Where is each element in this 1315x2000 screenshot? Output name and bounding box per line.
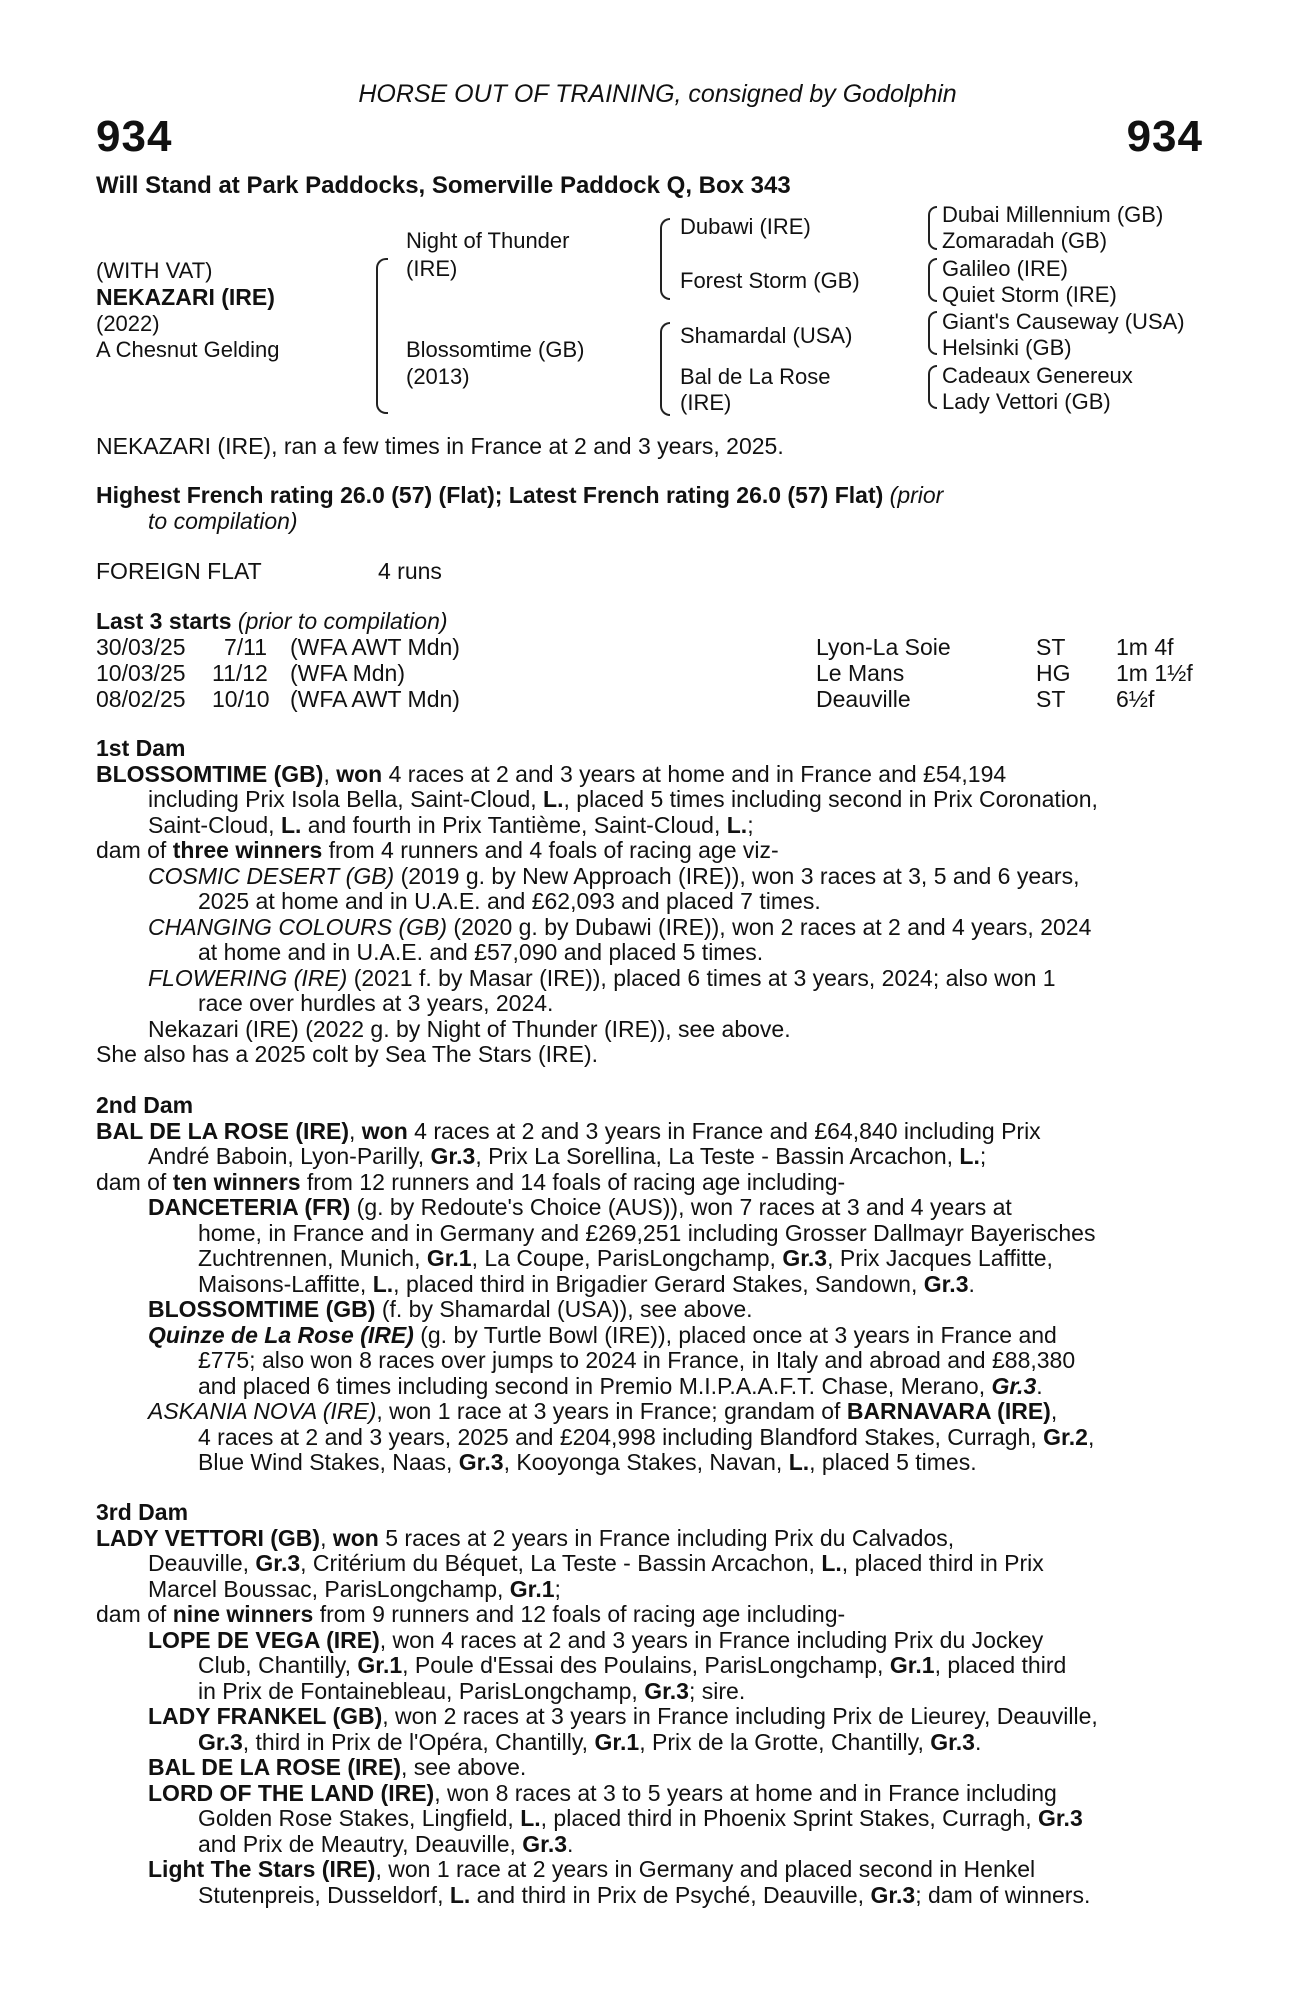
start-row-course: Le Mans [816, 660, 905, 686]
text-segment: . [968, 1270, 975, 1297]
text-segment: , placed third in Prix [841, 1550, 1044, 1576]
start-row-distance: 1m 4f [1116, 634, 1174, 660]
produce-line: race over hurdles at 3 years, 2024. [198, 990, 554, 1016]
start-row-date: 30/03/25 [96, 634, 186, 660]
produce-line [96, 1323, 1202, 1349]
grade-label: Gr.3 [430, 1143, 476, 1169]
start-row-pos: 11/12 [212, 660, 268, 686]
sire-origin: (IRE) [406, 256, 458, 281]
text-segment: dam of [96, 1601, 173, 1627]
text-segment: , placed 5 times. [809, 1449, 977, 1475]
grade-label: L. [449, 1881, 471, 1908]
text-segment: 4 races at 2 and 3 years in France and £64,840 including Prix [407, 1117, 1041, 1144]
produce-name: Light The Stars (IRE) [148, 1856, 376, 1882]
produce-name: LOPE DE VEGA (IRE) [148, 1626, 380, 1653]
grade-label: L. [372, 1270, 394, 1297]
grade-label: L. [726, 811, 748, 838]
start-row-course: Deauville [816, 686, 911, 712]
text-segment: ; [554, 1575, 561, 1602]
grade-label: Gr.1 [889, 1652, 935, 1678]
dam-dam: Bal de La Rose [680, 364, 831, 389]
first-dam-section [96, 736, 1202, 1068]
text-segment: (g. by Redoute's Choice (AUS)), won 7 races at 3 and 4 years at [350, 1194, 1012, 1220]
grade-label: Gr.1 [357, 1652, 403, 1678]
grade-label: Gr.3 [991, 1372, 1037, 1399]
produce-line [96, 1679, 1202, 1705]
produce-line: at home and in U.A.E. and £57,090 and placed 5 times. [198, 939, 764, 965]
stand-location: Will Stand at Park Paddocks, Somerville Paddock Q, Box 343 [96, 172, 791, 199]
produce-line [96, 915, 1202, 941]
text-segment: , won 4 races at 2 and 3 years in France including Prix du Jockey [379, 1626, 1044, 1653]
second-dam-line [96, 1144, 1202, 1170]
grade-label: L. [821, 1550, 842, 1576]
start-row-pos: 7/11 [224, 634, 268, 660]
produce-name: Quinze de La Rose (IRE) [148, 1321, 414, 1348]
last-starts-title: Last 3 starts [96, 608, 232, 634]
rating-line [96, 482, 943, 508]
sire-sire: Dubawi (IRE) [680, 214, 811, 239]
text-segment: and placed 6 times including second in Premio M.I.P.A.A.F.T. Chase, Merano, [198, 1372, 992, 1399]
page-header: HORSE OUT OF TRAINING, consigned by Godolphin [358, 80, 957, 108]
third-dam-name: LADY VETTORI (GB) [96, 1524, 321, 1551]
produce-name: COSMIC DESERT (GB) [148, 862, 395, 889]
produce-line [96, 1450, 1202, 1476]
grade-label: Gr.3 [644, 1677, 689, 1704]
sire-dam: Forest Storm (GB) [680, 268, 860, 293]
text-segment: , won 2 races at 3 years in France including Prix de Lieurey, Deauville, [382, 1703, 1098, 1729]
start-row-going: HG [1036, 660, 1071, 686]
produce-line [96, 1374, 1202, 1400]
text-segment: Blue Wind Stakes, Naas, [198, 1449, 459, 1475]
start-row-race: (WFA AWT Mdn) [290, 686, 460, 712]
pedigree-brace-ggp4 [928, 365, 937, 409]
grade-label: Gr.3 [782, 1245, 828, 1271]
produce-line [96, 1857, 1202, 1883]
ggp-8: Lady Vettori (GB) [942, 389, 1111, 414]
text-segment: ; [747, 811, 754, 838]
ggp-7: Cadeaux Genereux [942, 363, 1133, 388]
first-dam-heading: 1st Dam [96, 735, 186, 761]
text-segment: , see above. [401, 1754, 527, 1780]
text-segment: Maisons-Laffitte, [198, 1270, 373, 1297]
second-dam-name: BAL DE LA ROSE (IRE) [96, 1117, 350, 1144]
grade-label: Gr.3 [458, 1449, 504, 1475]
ggp-3: Galileo (IRE) [942, 256, 1068, 281]
ggp-5: Giant's Causeway (USA) [942, 309, 1185, 334]
produce-name: FLOWERING (IRE) [148, 964, 348, 991]
won-label: won [336, 760, 383, 787]
horse-name: NEKAZARI (IRE) [96, 284, 275, 310]
first-dam-line [96, 813, 1202, 839]
text-segment: Saint-Cloud, [148, 811, 281, 838]
text-segment: from 4 runners and 4 foals of racing age viz- [322, 837, 779, 863]
text-segment: , [323, 760, 337, 787]
grade-label: Gr.3 [198, 1728, 243, 1755]
winners-count: nine winners [172, 1601, 314, 1627]
produce-name: LORD OF THE LAND (IRE) [148, 1779, 435, 1806]
grandchild-name: BARNAVARA (IRE) [846, 1398, 1051, 1424]
start-row-going: ST [1036, 634, 1066, 660]
first-dam-line [96, 838, 1202, 864]
grade-label: Gr.2 [1043, 1423, 1088, 1450]
second-dam-line [96, 1119, 1202, 1145]
text-segment: Deauville, [148, 1550, 256, 1576]
lot-number-left: 934 [96, 112, 173, 161]
grade-label: Gr.3 [930, 1728, 975, 1755]
text-segment: and third in Prix de Psyché, Deauville, [470, 1881, 871, 1908]
third-dam-line [96, 1551, 1202, 1577]
third-dam-line [96, 1577, 1202, 1603]
text-segment: , won 1 race at 2 years in Germany and placed second in Henkel [375, 1856, 1036, 1882]
text-segment: from 12 runners and 14 foals of racing age including- [300, 1168, 846, 1195]
text-segment: (2021 f. by Masar (IRE)), placed 6 times at 3 years, 2024; also won 1 [347, 964, 1056, 991]
grade-label: L. [543, 786, 564, 812]
produce-line [96, 1755, 1202, 1781]
ggp-2: Zomaradah (GB) [942, 228, 1108, 253]
text-segment: Marcel Boussac, ParisLongchamp, [148, 1575, 510, 1602]
grade-label: L. [520, 1805, 541, 1831]
text-segment: in Prix de Fontainebleau, ParisLongchamp, [198, 1677, 645, 1704]
produce-line [96, 1704, 1202, 1730]
dam-dam-origin: (IRE) [680, 390, 732, 415]
text-segment: Stutenpreis, Dusseldorf, [198, 1881, 450, 1908]
text-segment: (g. by Turtle Bowl (IRE)), placed once at 3 years in France and [413, 1321, 1057, 1348]
text-segment: , Prix La Sorellina, La Teste - Bassin Arcachon, [475, 1143, 960, 1169]
text-segment: , [349, 1117, 362, 1144]
produce-line [96, 1272, 1202, 1298]
text-segment: , placed third [934, 1652, 1067, 1678]
text-segment: , placed third in Phoenix Sprint Stakes, Curragh, [540, 1805, 1038, 1831]
grade-label: Gr.1 [426, 1245, 472, 1271]
produce-line [96, 1832, 1202, 1858]
start-row-course: Lyon-La Soie [816, 634, 951, 660]
text-segment: from 9 runners and 12 foals of racing age including- [313, 1601, 846, 1627]
grade-label: L. [280, 811, 302, 838]
produce-line [96, 1730, 1202, 1756]
grade-label: Gr.3 [1037, 1805, 1083, 1831]
text-segment: , [1050, 1398, 1058, 1424]
grade-label: Gr.3 [255, 1550, 301, 1576]
winners-count: three winners [172, 837, 323, 863]
produce-line [96, 1297, 1202, 1323]
race-summary: NEKAZARI (IRE), ran a few times in France at 2 and 3 years, 2025. [96, 433, 784, 459]
text-segment: , Kooyonga Stakes, Navan, [503, 1449, 789, 1475]
text-segment: , placed 5 times including second in Prix Coronation, [563, 786, 1098, 812]
produce-line [96, 1781, 1202, 1807]
produce-line: 2025 at home and in U.A.E. and £62,093 and placed 7 times. [198, 888, 821, 914]
produce-line: She also has a 2025 colt by Sea The Stars (IRE). [96, 1041, 599, 1067]
won-label: won [332, 1524, 379, 1551]
third-dam-line [96, 1602, 1202, 1628]
produce-line [96, 864, 1202, 890]
produce-line: £775; also won 8 races over jumps to 2024 in France, in Italy and abroad and £88,380 [198, 1347, 1076, 1373]
grade-label: Gr.3 [522, 1830, 568, 1857]
text-segment: ; dam of winners. [915, 1881, 1091, 1908]
rating-italic-2: to compilation) [148, 508, 298, 534]
produce-line: home, in France and in Germany and £269,251 including Grosser Dallmayr Bayerisches [198, 1219, 1096, 1246]
third-dam-line [96, 1526, 1202, 1552]
text-segment: , won 8 races at 3 to 5 years at home and in France including [434, 1779, 1057, 1806]
text-segment: and Prix de Meautry, Deauville, [198, 1830, 523, 1857]
dam-name: Blossomtime (GB) [406, 337, 585, 362]
text-segment: André Baboin, Lyon-Parilly, [148, 1143, 431, 1169]
produce-line [96, 1883, 1202, 1909]
produce-name: ASKANIA NOVA (IRE) [148, 1398, 377, 1424]
produce-line [96, 1195, 1202, 1221]
produce-line: Nekazari (IRE) (2022 g. by Night of Thunder (IRE)), see above. [148, 1015, 791, 1042]
text-segment: ; [979, 1143, 987, 1169]
produce-name: BLOSSOMTIME (GB) [148, 1296, 376, 1322]
grade-label: L. [788, 1449, 810, 1475]
won-label: won [361, 1117, 408, 1144]
produce-line [96, 1246, 1202, 1272]
third-dam-section [96, 1500, 1202, 1908]
grade-label: Gr.1 [509, 1575, 555, 1602]
horse-year: (2022) [96, 311, 160, 336]
foreign-flat-label: FOREIGN FLAT [96, 558, 262, 584]
produce-line [96, 1806, 1202, 1832]
second-dam-heading: 2nd Dam [96, 1092, 194, 1118]
text-segment: ; sire. [688, 1677, 746, 1704]
pedigree-brace-sire [660, 218, 670, 300]
produce-line [96, 966, 1202, 992]
pedigree-brace-ggp2 [928, 258, 937, 302]
text-segment: , placed third in Brigadier Gerard Stakes, Sandown, [393, 1270, 924, 1297]
lot-number-right: 934 [1126, 112, 1203, 161]
pedigree-brace-ggp3 [928, 311, 937, 355]
text-segment: (2020 g. by Dubawi (IRE)), won 2 races at 2 and 4 years, 2024 [447, 913, 1092, 940]
grade-label: L. [959, 1143, 980, 1169]
start-row-distance: 1m 1½f [1116, 660, 1193, 686]
second-dam-line [96, 1170, 1202, 1196]
start-row-date: 08/02/25 [96, 686, 186, 712]
start-row-race: (WFA Mdn) [290, 660, 406, 686]
ggp-1: Dubai Millennium (GB) [942, 202, 1164, 227]
dam-sire: Shamardal (USA) [680, 323, 853, 348]
third-dam-heading: 3rd Dam [96, 1499, 189, 1525]
produce-name: CHANGING COLOURS (GB) [148, 913, 448, 940]
grade-label: Gr.3 [870, 1881, 916, 1908]
start-row-distance: 6½f [1116, 686, 1155, 712]
text-segment: (2019 g. by New Approach (IRE)), won 3 races at 3, 5 and 6 years, [394, 862, 1080, 889]
text-segment: , Poule d'Essai des Poulains, ParisLongchamp, [402, 1652, 890, 1678]
start-row-pos: 10/10 [212, 686, 270, 712]
text-segment: , La Coupe, ParisLongchamp, [471, 1245, 783, 1271]
sire-name: Night of Thunder [406, 228, 570, 253]
first-dam-line [96, 762, 1202, 788]
last-starts-heading [96, 608, 448, 634]
produce-name: LADY FRANKEL (GB) [148, 1703, 383, 1729]
text-segment: . [1036, 1372, 1043, 1399]
text-segment: (f. by Shamardal (USA)), see above. [375, 1296, 753, 1322]
text-segment: dam of [96, 1168, 173, 1195]
grade-label: Gr.1 [594, 1728, 640, 1755]
first-dam-line [96, 787, 1202, 813]
start-row-date: 10/03/25 [96, 660, 186, 686]
text-segment: Club, Chantilly, [198, 1652, 358, 1678]
ggp-6: Helsinki (GB) [942, 335, 1072, 360]
pedigree-brace-ggp1 [928, 206, 937, 250]
start-row-race: (WFA AWT Mdn) [290, 634, 460, 660]
text-segment: 5 races at 2 years in France including Prix du Calvados, [378, 1524, 955, 1551]
text-segment: . [567, 1830, 574, 1857]
rating-italic-1: (prior [889, 482, 944, 508]
first-dam-name: BLOSSOMTIME (GB) [96, 760, 324, 787]
text-segment: , Prix de la Grotte, Chantilly, [639, 1728, 931, 1755]
horse-description: A Chesnut Gelding [96, 337, 280, 362]
pedigree-brace-main [376, 258, 388, 414]
produce-line [96, 1628, 1202, 1654]
produce-name: BAL DE LA ROSE (IRE) [148, 1754, 402, 1780]
last-starts-note: (prior to compilation) [237, 608, 448, 634]
second-dam-section [96, 1093, 1202, 1476]
grade-label: Gr.3 [923, 1270, 969, 1297]
text-segment: dam of [96, 837, 173, 863]
vat-status: (WITH VAT) [96, 258, 213, 283]
ggp-4: Quiet Storm (IRE) [942, 282, 1117, 307]
winners-count: ten winners [172, 1168, 301, 1195]
text-segment: , [320, 1524, 333, 1551]
produce-name: DANCETERIA (FR) [148, 1194, 351, 1220]
text-segment: Zuchtrennen, Munich, [198, 1245, 427, 1271]
text-segment: and fourth in Prix Tantième, Saint-Cloud, [301, 811, 727, 838]
foreign-flat-runs: 4 runs [378, 558, 442, 584]
text-segment: . [974, 1728, 982, 1755]
text-segment: 4 races at 2 and 3 years at home and in France and £54,194 [382, 760, 1007, 787]
pedigree-brace-dam [660, 322, 670, 416]
produce-line [96, 1425, 1202, 1451]
text-segment: including Prix Isola Bella, Saint-Cloud, [148, 786, 544, 812]
produce-line [96, 1399, 1202, 1425]
text-segment: , third in Prix de l'Opéra, Chantilly, [242, 1728, 595, 1755]
text-segment: 4 races at 2 and 3 years, 2025 and £204,998 including Blandford Stakes, Curragh, [198, 1423, 1044, 1450]
text-segment: Golden Rose Stakes, Lingfield, [198, 1805, 521, 1831]
text-segment: , Prix Jacques Laffitte, [827, 1245, 1053, 1271]
rating-bold: Highest French rating 26.0 (57) (Flat); Latest French rating 26.0 (57) Flat) [96, 482, 884, 508]
dam-year: (2013) [406, 364, 470, 389]
text-segment: , [1087, 1423, 1095, 1450]
text-segment: , won 1 race at 3 years in France; grandam of [376, 1398, 847, 1424]
produce-line [96, 1653, 1202, 1679]
text-segment: , Critérium du Béquet, La Teste - Bassin Arcachon, [300, 1550, 822, 1576]
start-row-going: ST [1036, 686, 1066, 712]
